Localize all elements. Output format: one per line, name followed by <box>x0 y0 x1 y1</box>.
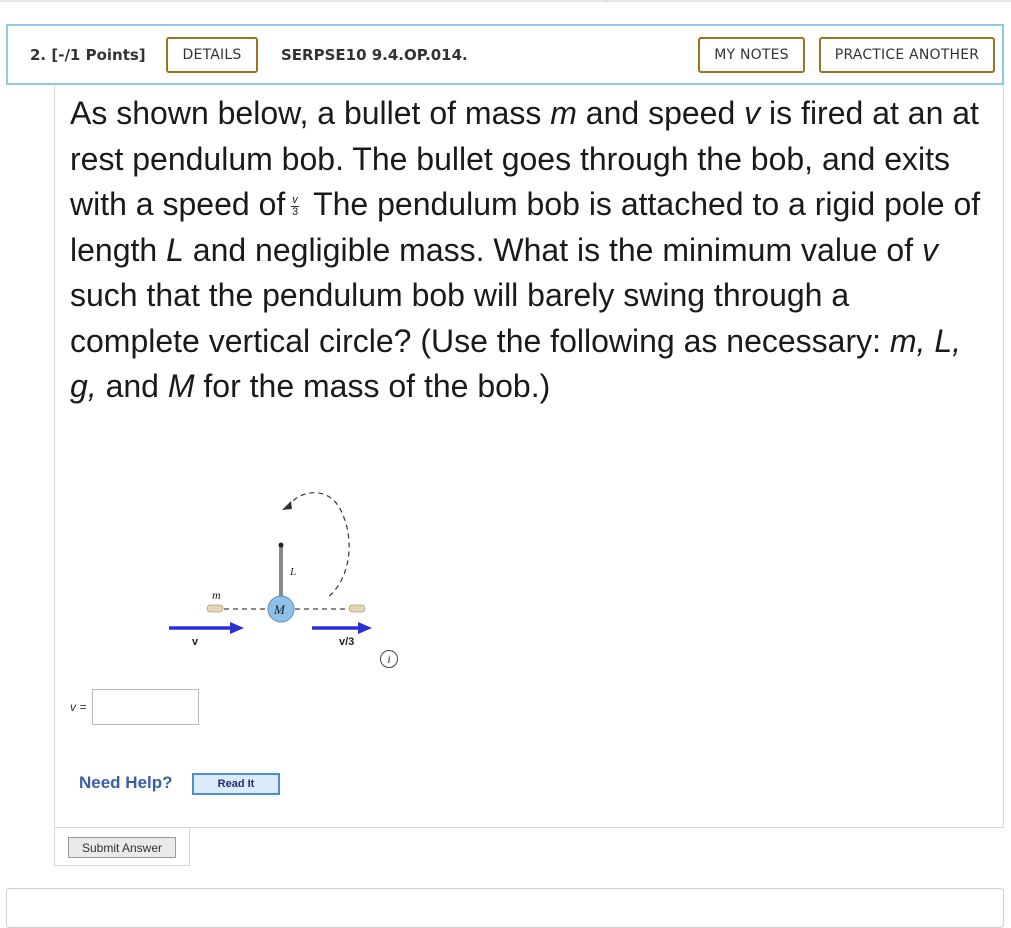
question-number: 2. <box>30 46 47 64</box>
label-m: m <box>212 588 221 602</box>
question-header <box>6 24 1004 85</box>
label-v-over-3: v/3 <box>339 636 355 648</box>
velocity-arrowhead-in <box>230 622 244 634</box>
bullet-outgoing <box>349 605 365 612</box>
practice-another-button[interactable]: PRACTICE ANOTHER <box>819 37 995 73</box>
question-text-6: such that the pendulum bob will barely swing through a complete vertical circle? (Use the following as necessary: <box>70 277 890 359</box>
problem-code: SERPSE10 9.4.OP.014. <box>281 46 468 64</box>
my-notes-button[interactable]: MY NOTES <box>698 37 805 73</box>
submit-answer-button[interactable]: Submit Answer <box>68 837 176 858</box>
question-text-3: is fired at an at rest pendulum bob. The bullet goes through the bob, and exits with a speed of <box>70 95 979 222</box>
var-M: M <box>167 368 195 404</box>
question-text-4: The pendulum bob is attached to a rigid pole of length <box>70 186 981 268</box>
top-divider-segment <box>606 0 607 2</box>
swing-path-arc <box>287 493 349 598</box>
question-text-7: and <box>96 368 168 404</box>
var-list: m, L, g, <box>70 322 962 404</box>
label-v: v <box>192 636 199 648</box>
swing-arrowhead <box>282 501 292 510</box>
label-M: M <box>274 602 285 617</box>
question-body <box>54 85 1004 828</box>
question-text-5: and negligible mass. What is the minimum value of <box>183 231 922 268</box>
bullet-incoming <box>207 605 223 612</box>
fraction-numerator: v <box>292 194 298 207</box>
question-points: [-/1 Points] <box>51 46 146 64</box>
question-text <box>70 91 985 410</box>
var-L: L <box>166 231 184 268</box>
question-text-8: for the mass of the bob.) <box>194 368 551 404</box>
pendulum-figure <box>192 483 472 683</box>
answer-label: v = <box>70 700 87 714</box>
read-it-button[interactable]: Read It <box>192 773 280 795</box>
next-question-card <box>6 888 1004 928</box>
label-L: L <box>290 566 297 578</box>
top-divider <box>0 0 1011 2</box>
details-button[interactable]: DETAILS <box>166 37 258 73</box>
pivot-point <box>279 543 284 548</box>
question-text-1: As shown below, a bullet of mass <box>70 95 551 131</box>
fraction-denominator: 3 <box>291 206 299 219</box>
submit-area <box>54 828 190 866</box>
var-v-2: v <box>921 231 938 268</box>
need-help-label: Need Help? <box>79 773 173 792</box>
fraction-v-over-3 <box>291 195 299 218</box>
velocity-arrowhead-out <box>358 622 372 634</box>
question-number-points <box>30 46 146 64</box>
var-m: m <box>550 95 577 131</box>
answer-input[interactable] <box>92 689 199 725</box>
info-icon[interactable]: i <box>380 650 398 668</box>
question-text-2: and speed <box>576 95 745 131</box>
var-v: v <box>744 95 761 131</box>
